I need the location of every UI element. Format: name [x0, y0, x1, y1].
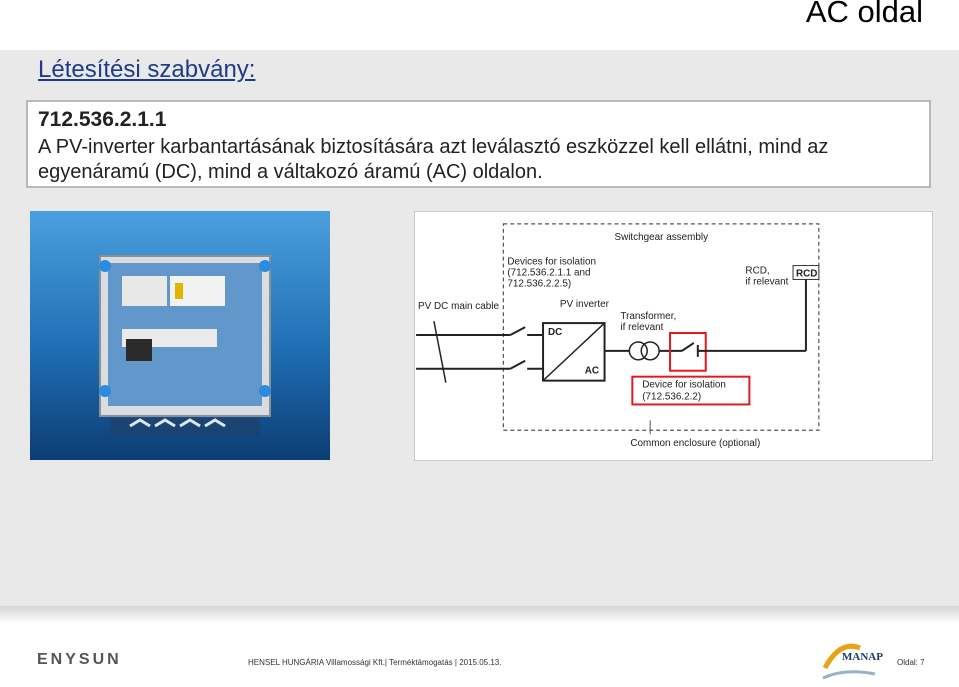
- label-pv-dc: PV DC main cable: [418, 301, 499, 313]
- diagram-svg: [415, 212, 932, 460]
- label-transformer-2: if relevant: [620, 322, 664, 334]
- page-number: Oldal: 7: [897, 658, 925, 667]
- label-iso-1: Device for isolation: [642, 379, 726, 391]
- label-dc: DC: [548, 327, 563, 339]
- pv-isolation-diagram: [414, 211, 933, 461]
- label-pv-inverter: PV inverter: [559, 299, 609, 311]
- label-devices-3: 712.536.2.2.5): [507, 278, 572, 290]
- slide-title: AC oldal: [805, 0, 923, 29]
- label-devices-2: (712.536.2.1.1 and: [507, 267, 591, 279]
- distribution-box-image: [30, 211, 330, 460]
- label-enclosure: Common enclosure (optional): [630, 438, 761, 450]
- enysun-logo: ENYSUN: [37, 651, 122, 668]
- label-rcd-1: RCD,: [745, 265, 770, 277]
- label-rcd-box: RCD: [796, 268, 818, 280]
- manap-logo: [820, 638, 886, 682]
- label-switchgear: Switchgear assembly: [614, 231, 709, 243]
- label-iso-2: (712.536.2.2): [642, 391, 702, 403]
- label-devices-1: Devices for isolation: [507, 256, 596, 268]
- footer-text: HENSEL HUNGÁRIA Villamossági Kft.| Terméktámogatás | 2015.05.13.: [248, 658, 502, 667]
- distribution-box-photo: [30, 211, 330, 460]
- switch-highlight: [670, 333, 706, 371]
- standard-quote-box: [26, 100, 931, 188]
- section-subtitle: Létesítési szabvány:: [38, 56, 256, 83]
- footer-divider: [0, 606, 959, 624]
- label-transformer-1: Transformer,: [620, 311, 677, 323]
- label-ac: AC: [584, 365, 600, 377]
- label-rcd-2: if relevant: [745, 276, 789, 288]
- standard-text: A PV-inverter karbantartásának biztosítására azt leválasztó eszközzel kell ellátni, mind az egyenáramú (DC), mind a váltakozó áramú (AC) oldalon.: [38, 136, 829, 183]
- manap-logo-text: MANAP: [842, 651, 883, 663]
- standard-code: 712.536.2.1.1: [38, 108, 167, 131]
